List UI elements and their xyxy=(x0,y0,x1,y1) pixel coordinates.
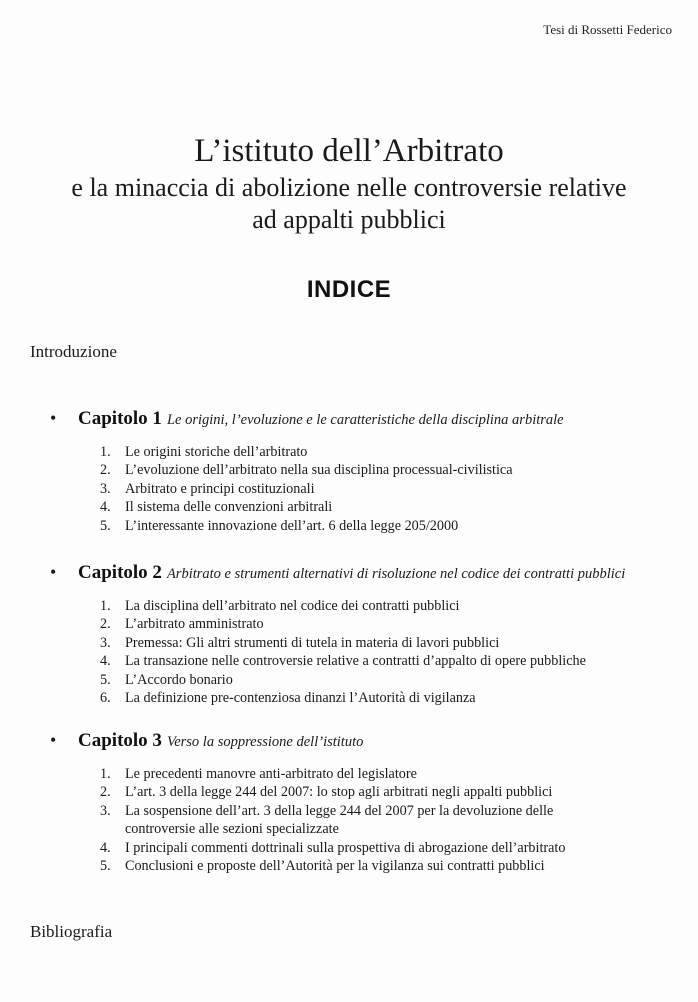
bullet-icon: • xyxy=(50,562,57,582)
chapter-items xyxy=(100,443,690,535)
item-number: 5. xyxy=(100,858,111,875)
item-text: Le origini storiche dell’arbitrato xyxy=(125,444,308,460)
chapter-heading xyxy=(50,730,690,752)
item-text: L’arbitrato amministrato xyxy=(125,616,264,633)
item-number: 3. xyxy=(100,480,111,497)
list-item xyxy=(100,480,690,498)
chapter-heading xyxy=(50,562,690,584)
item-number: 6. xyxy=(100,690,111,707)
chapter-label: Capitolo 1 xyxy=(78,408,162,429)
item-number: 3. xyxy=(100,634,111,651)
item-text: Le precedenti manovre anti-arbitrato del legislatore xyxy=(125,766,417,782)
subtitle-line-2: ad appalti pubblici xyxy=(252,205,446,234)
item-text: Conclusioni e proposte dell’Autorità per la vigilanza sui contratti pubblici xyxy=(125,858,545,875)
bullet-icon: • xyxy=(50,730,57,750)
item-text: L’Accordo bonario xyxy=(125,671,233,688)
list-item xyxy=(100,615,690,633)
item-text: La definizione pre-contenziosa dinanzi l’Autorità di vigilanza xyxy=(125,690,476,707)
chapter-3 xyxy=(50,730,690,875)
chapter-heading xyxy=(50,408,690,430)
item-number: 2. xyxy=(100,784,111,801)
list-item xyxy=(100,765,690,783)
item-text: I principali commenti dottrinali sulla prospettiva di abrogazione dell’arbitrato xyxy=(125,839,566,856)
list-item xyxy=(100,443,690,461)
item-text: Arbitrato e principi costituzionali xyxy=(125,480,315,497)
item-number: 5. xyxy=(100,517,111,534)
item-text: L’art. 3 della legge 244 del 2007: lo stop agli arbitrati negli appalti pubblici xyxy=(125,784,553,801)
chapter-label: Capitolo 3 xyxy=(78,730,162,751)
item-number: 3. xyxy=(100,802,111,819)
item-number: 4. xyxy=(100,499,111,516)
item-text: L’interessante innovazione dell’art. 6 della legge 205/2000 xyxy=(125,517,459,534)
list-item xyxy=(100,783,690,801)
item-number: 1. xyxy=(100,766,111,782)
list-item xyxy=(100,671,690,689)
chapter-description: Le origini, l’evoluzione e le caratteristiche della disciplina arbitrale xyxy=(166,412,564,428)
list-item xyxy=(100,634,690,652)
index-heading: INDICE xyxy=(306,276,392,303)
list-item xyxy=(100,689,690,707)
item-text: La sospensione dell’art. 3 della legge 244 del 2007 per la devoluzione delle controversie alle sezioni specializzate xyxy=(125,802,554,838)
list-item xyxy=(100,597,690,615)
list-item xyxy=(100,517,690,535)
chapter-2 xyxy=(50,562,690,707)
chapter-1 xyxy=(50,408,690,535)
item-number: 5. xyxy=(100,671,111,688)
introduction-entry: Introduzione xyxy=(30,342,117,361)
item-text: La transazione nelle controversie relative a contratti d’appalto di opere pubbliche xyxy=(125,653,586,670)
header-author: Tesi di Rossetti Federico xyxy=(543,22,672,37)
chapter-description: Arbitrato e strumenti alternativi di risoluzione nel codice dei contratti pubblici xyxy=(166,566,626,582)
item-text: L’evoluzione dell’arbitrato nella sua disciplina processual-civilistica xyxy=(125,462,513,479)
item-text: Il sistema delle convenzioni arbitrali xyxy=(125,499,333,516)
thesis-subtitle xyxy=(0,172,698,236)
item-number: 1. xyxy=(100,444,111,460)
chapter-description: Verso la soppressione dell’istituto xyxy=(166,734,364,750)
list-item xyxy=(100,839,690,857)
item-number: 2. xyxy=(100,462,111,479)
item-number: 2. xyxy=(100,616,111,633)
subtitle-line-1: e la minaccia di abolizione nelle controversie relative xyxy=(71,173,627,202)
item-number: 1. xyxy=(100,598,111,614)
item-text: La disciplina dell’arbitrato nel codice dei contratti pubblici xyxy=(125,598,460,614)
thesis-title: L’istituto dell’Arbitrato xyxy=(194,133,504,169)
list-item xyxy=(100,461,690,479)
bullet-icon: • xyxy=(50,408,57,428)
item-text: Premessa: Gli altri strumenti di tutela in materia di lavori pubblici xyxy=(125,634,500,651)
chapter-items xyxy=(100,765,690,875)
bibliography-entry: Bibliografia xyxy=(30,922,113,941)
list-item xyxy=(100,652,690,670)
list-item xyxy=(100,802,690,839)
chapter-label: Capitolo 2 xyxy=(78,562,162,583)
list-item xyxy=(100,857,690,875)
item-number: 4. xyxy=(100,839,111,856)
chapter-items xyxy=(100,597,690,707)
list-item xyxy=(100,498,690,516)
item-number: 4. xyxy=(100,653,111,670)
